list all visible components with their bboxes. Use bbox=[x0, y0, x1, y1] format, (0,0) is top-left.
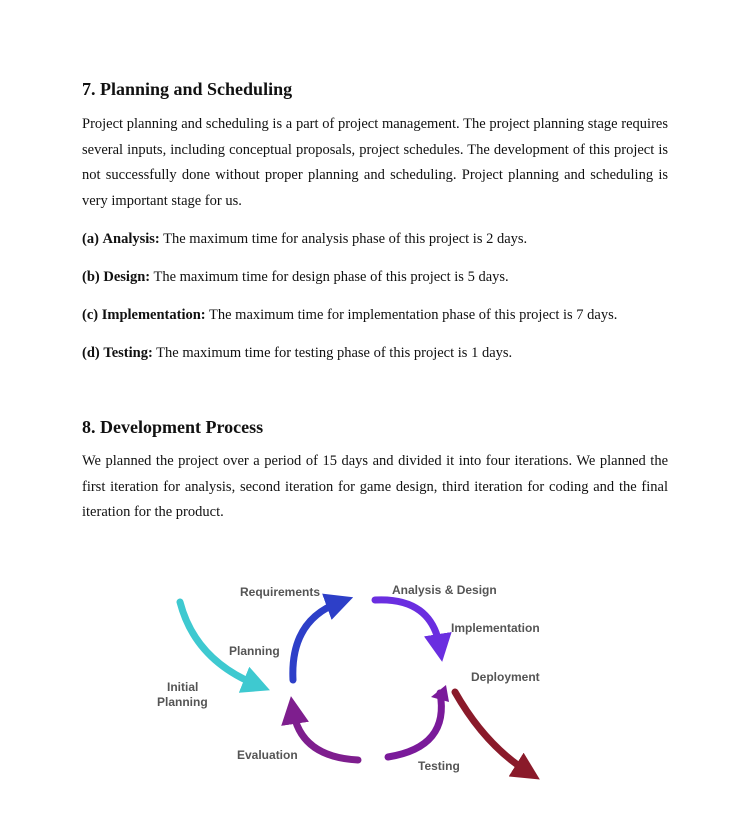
item-term: Analysis: bbox=[102, 231, 160, 247]
list-item-design bbox=[82, 269, 509, 286]
testing-arrow bbox=[388, 693, 441, 757]
label-analysis-design: Analysis & Design bbox=[392, 583, 497, 597]
label-deployment: Deployment bbox=[471, 670, 540, 684]
label-initial-line1: Initial bbox=[167, 680, 199, 694]
item-text: The maximum time for design phase of this project is 5 days. bbox=[153, 269, 509, 285]
list-item-analysis bbox=[82, 231, 527, 248]
item-marker: (c) bbox=[82, 307, 99, 323]
planning-arrow bbox=[293, 602, 340, 680]
testing-arrow-head bbox=[431, 685, 449, 702]
item-marker: (d) bbox=[82, 345, 100, 361]
item-text: The maximum time for testing phase of this project is 1 days. bbox=[156, 345, 513, 361]
label-implementation: Implementation bbox=[451, 621, 540, 635]
item-text: The maximum time for implementation phase of this project is 7 days. bbox=[209, 307, 618, 323]
item-text: The maximum time for analysis phase of this project is 2 days. bbox=[163, 231, 528, 247]
section-7-heading: 7. Planning and Scheduling bbox=[82, 79, 293, 99]
item-term: Implementation: bbox=[101, 307, 206, 323]
evaluation-arrow bbox=[293, 710, 358, 760]
item-marker: (a) bbox=[82, 231, 99, 247]
label-evaluation: Evaluation bbox=[237, 748, 298, 762]
item-term: Testing: bbox=[103, 345, 153, 361]
item-term: Design: bbox=[103, 269, 151, 285]
analysis-design-arrow bbox=[375, 600, 440, 648]
section-7-intro: Project planning and scheduling is a part of project management. The project planning stage requires several inputs, including conceptual proposals, project schedules. The development of this project is not successfully done without proper planning and scheduling. Project planning and scheduling is very important stage for us. bbox=[82, 116, 668, 209]
label-testing: Testing bbox=[418, 759, 460, 773]
label-planning: Planning bbox=[229, 644, 280, 658]
deployment-arrow bbox=[455, 692, 528, 772]
section-8-heading: 8. Development Process bbox=[82, 417, 264, 437]
list-item-testing bbox=[82, 345, 512, 362]
label-initial-line2: Planning bbox=[157, 695, 208, 709]
development-cycle-diagram bbox=[150, 575, 570, 795]
list-item-implementation bbox=[82, 307, 617, 324]
label-requirements: Requirements bbox=[240, 585, 321, 599]
item-marker: (b) bbox=[82, 269, 100, 285]
section-8-intro: We planned the project over a period of 15 days and divided it into four iterations. We planned the first iteration for analysis, second iteration for game design, third iteration for coding and the final iteration for the product. bbox=[82, 453, 668, 520]
